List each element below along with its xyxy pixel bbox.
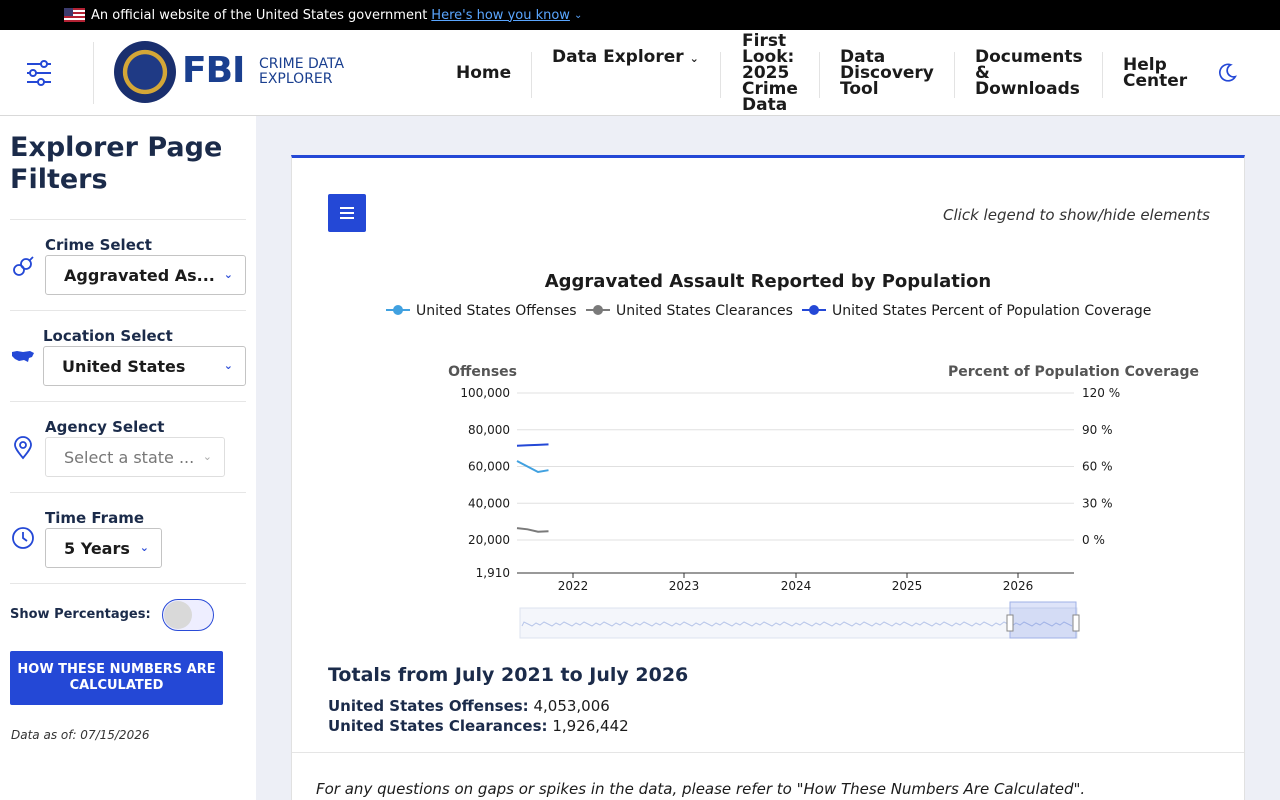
legend-marker-0 <box>393 305 403 315</box>
navigator-selection[interactable] <box>1010 602 1076 638</box>
data-footnote: For any questions on gaps or spikes in the data, please refer to "How These Numbers Are Calculated". <box>316 780 1086 798</box>
y-tick-left: 100,000 <box>460 386 510 400</box>
totals-clearances: United States Clearances: 1,926,442 <box>328 717 629 735</box>
chart-title: Aggravated Assault Reported by Population <box>544 271 992 292</box>
y-tick-left: 60,000 <box>468 459 510 474</box>
nav-help-center[interactable]: Help Center <box>1123 55 1188 91</box>
totals-offenses: United States Offenses: 4,053,006 <box>328 697 610 715</box>
us-map-icon <box>11 344 35 368</box>
nav-home[interactable]: Home <box>456 63 512 83</box>
y-tick-left: 20,000 <box>468 533 510 547</box>
nav-data-explorer-label: Data Explorer <box>552 47 684 67</box>
y-tick-right: 60 % <box>1082 459 1113 474</box>
gov-banner <box>0 0 1280 30</box>
us-flag-icon <box>64 8 85 22</box>
legend-item-1[interactable]: United States Clearances <box>616 303 793 319</box>
y-axis-right-label: Percent of Population Coverage <box>947 364 1199 380</box>
gov-banner-text: An official website of the United States government <box>91 7 428 23</box>
y-tick-left: 40,000 <box>468 496 510 511</box>
time-frame-label: Time Frame <box>45 509 145 527</box>
y-tick-right: 90 % <box>1082 422 1113 437</box>
y-tick-left: 80,000 <box>468 422 510 437</box>
chevron-down-icon: ⌄ <box>139 541 149 554</box>
series-line-1 <box>517 528 549 532</box>
logo-subtitle[interactable] <box>259 57 344 87</box>
chevron-down-icon[interactable]: ⌄ <box>573 9 583 21</box>
site-header <box>0 30 1280 116</box>
legend-item-0[interactable]: United States Offenses <box>416 303 577 319</box>
navigator-handle-right[interactable] <box>1073 615 1079 631</box>
agency-select[interactable] <box>45 437 225 477</box>
y-tick-left: 1,910 <box>475 566 510 580</box>
y-tick-right: 120 % <box>1082 386 1121 400</box>
chart-card <box>291 155 1245 800</box>
location-pin-icon <box>11 436 35 460</box>
x-tick-label: 2024 <box>780 579 812 593</box>
agency-select-label: Agency Select <box>45 418 165 436</box>
logo-subtitle-line2: EXPLORER <box>259 71 333 87</box>
y-tick-right: 0 % <box>1082 533 1105 547</box>
how-numbers-calculated-button[interactable]: HOW THESE NUMBERS ARE CALCULATED <box>10 651 223 705</box>
show-percentages-toggle[interactable] <box>162 599 214 631</box>
crime-gender-icon <box>11 255 35 279</box>
y-tick-right: 30 % <box>1082 496 1113 511</box>
location-select-label: Location Select <box>43 327 173 345</box>
crime-select-value: Aggravated As... <box>64 265 215 285</box>
legend-marker-1 <box>593 305 603 315</box>
nav-first-look[interactable]: First Look: 2025 Crime Data <box>742 31 798 115</box>
logo-subtitle-line1: CRIME DATA <box>259 56 345 72</box>
nav-data-discovery-tool[interactable]: Data Discovery Tool <box>840 47 934 99</box>
y-axis-left-label: Offenses <box>448 364 517 380</box>
time-frame-value: 5 Years <box>64 538 130 558</box>
legend-item-2[interactable]: United States Percent of Population Coverage <box>832 303 1152 319</box>
crime-select-label: Crime Select <box>45 236 152 254</box>
fbi-seal-logo[interactable] <box>114 41 176 103</box>
legend-hint: Click legend to show/hide elements <box>943 206 1210 224</box>
navigator-handle-left[interactable] <box>1007 615 1013 631</box>
filters-sidebar <box>0 116 256 800</box>
dark-mode-moon-icon[interactable] <box>1216 62 1238 84</box>
chevron-down-icon: ⌄ <box>202 450 212 463</box>
x-tick-label: 2026 <box>1002 579 1034 593</box>
totals-title: Totals from July 2021 to July 2026 <box>328 664 689 686</box>
chevron-down-icon: ⌄ <box>223 268 233 281</box>
range-navigator <box>520 608 1077 638</box>
nav-documents-downloads[interactable]: Documents & Downloads <box>975 47 1083 99</box>
how-you-know-link[interactable]: Here's how you know <box>431 7 570 23</box>
chart <box>292 158 1244 658</box>
crime-select[interactable] <box>45 255 246 295</box>
x-tick-label: 2023 <box>668 579 700 593</box>
show-percentages-label: Show Percentages: <box>10 607 151 622</box>
chevron-down-icon: ⌄ <box>223 359 233 372</box>
x-tick-label: 2022 <box>557 579 589 593</box>
data-as-of: Data as of: 07/15/2026 <box>11 728 150 742</box>
chevron-down-icon: ⌄ <box>689 52 699 65</box>
sidebar-title: Explorer Page Filters <box>10 132 223 195</box>
filter-sliders-icon[interactable] <box>24 58 54 88</box>
fbi-logo-text[interactable]: FBI <box>182 50 245 91</box>
legend-marker-2 <box>809 305 819 315</box>
agency-select-placeholder: Select a state ... <box>64 447 195 467</box>
header-divider <box>93 42 94 104</box>
time-frame-select[interactable] <box>45 528 162 568</box>
series-line-2 <box>517 444 549 445</box>
x-tick-label: 2025 <box>891 579 923 593</box>
location-select-value: United States <box>62 356 186 376</box>
clock-icon <box>11 526 35 550</box>
location-select[interactable] <box>43 346 246 386</box>
nav-data-explorer[interactable] <box>552 49 699 67</box>
